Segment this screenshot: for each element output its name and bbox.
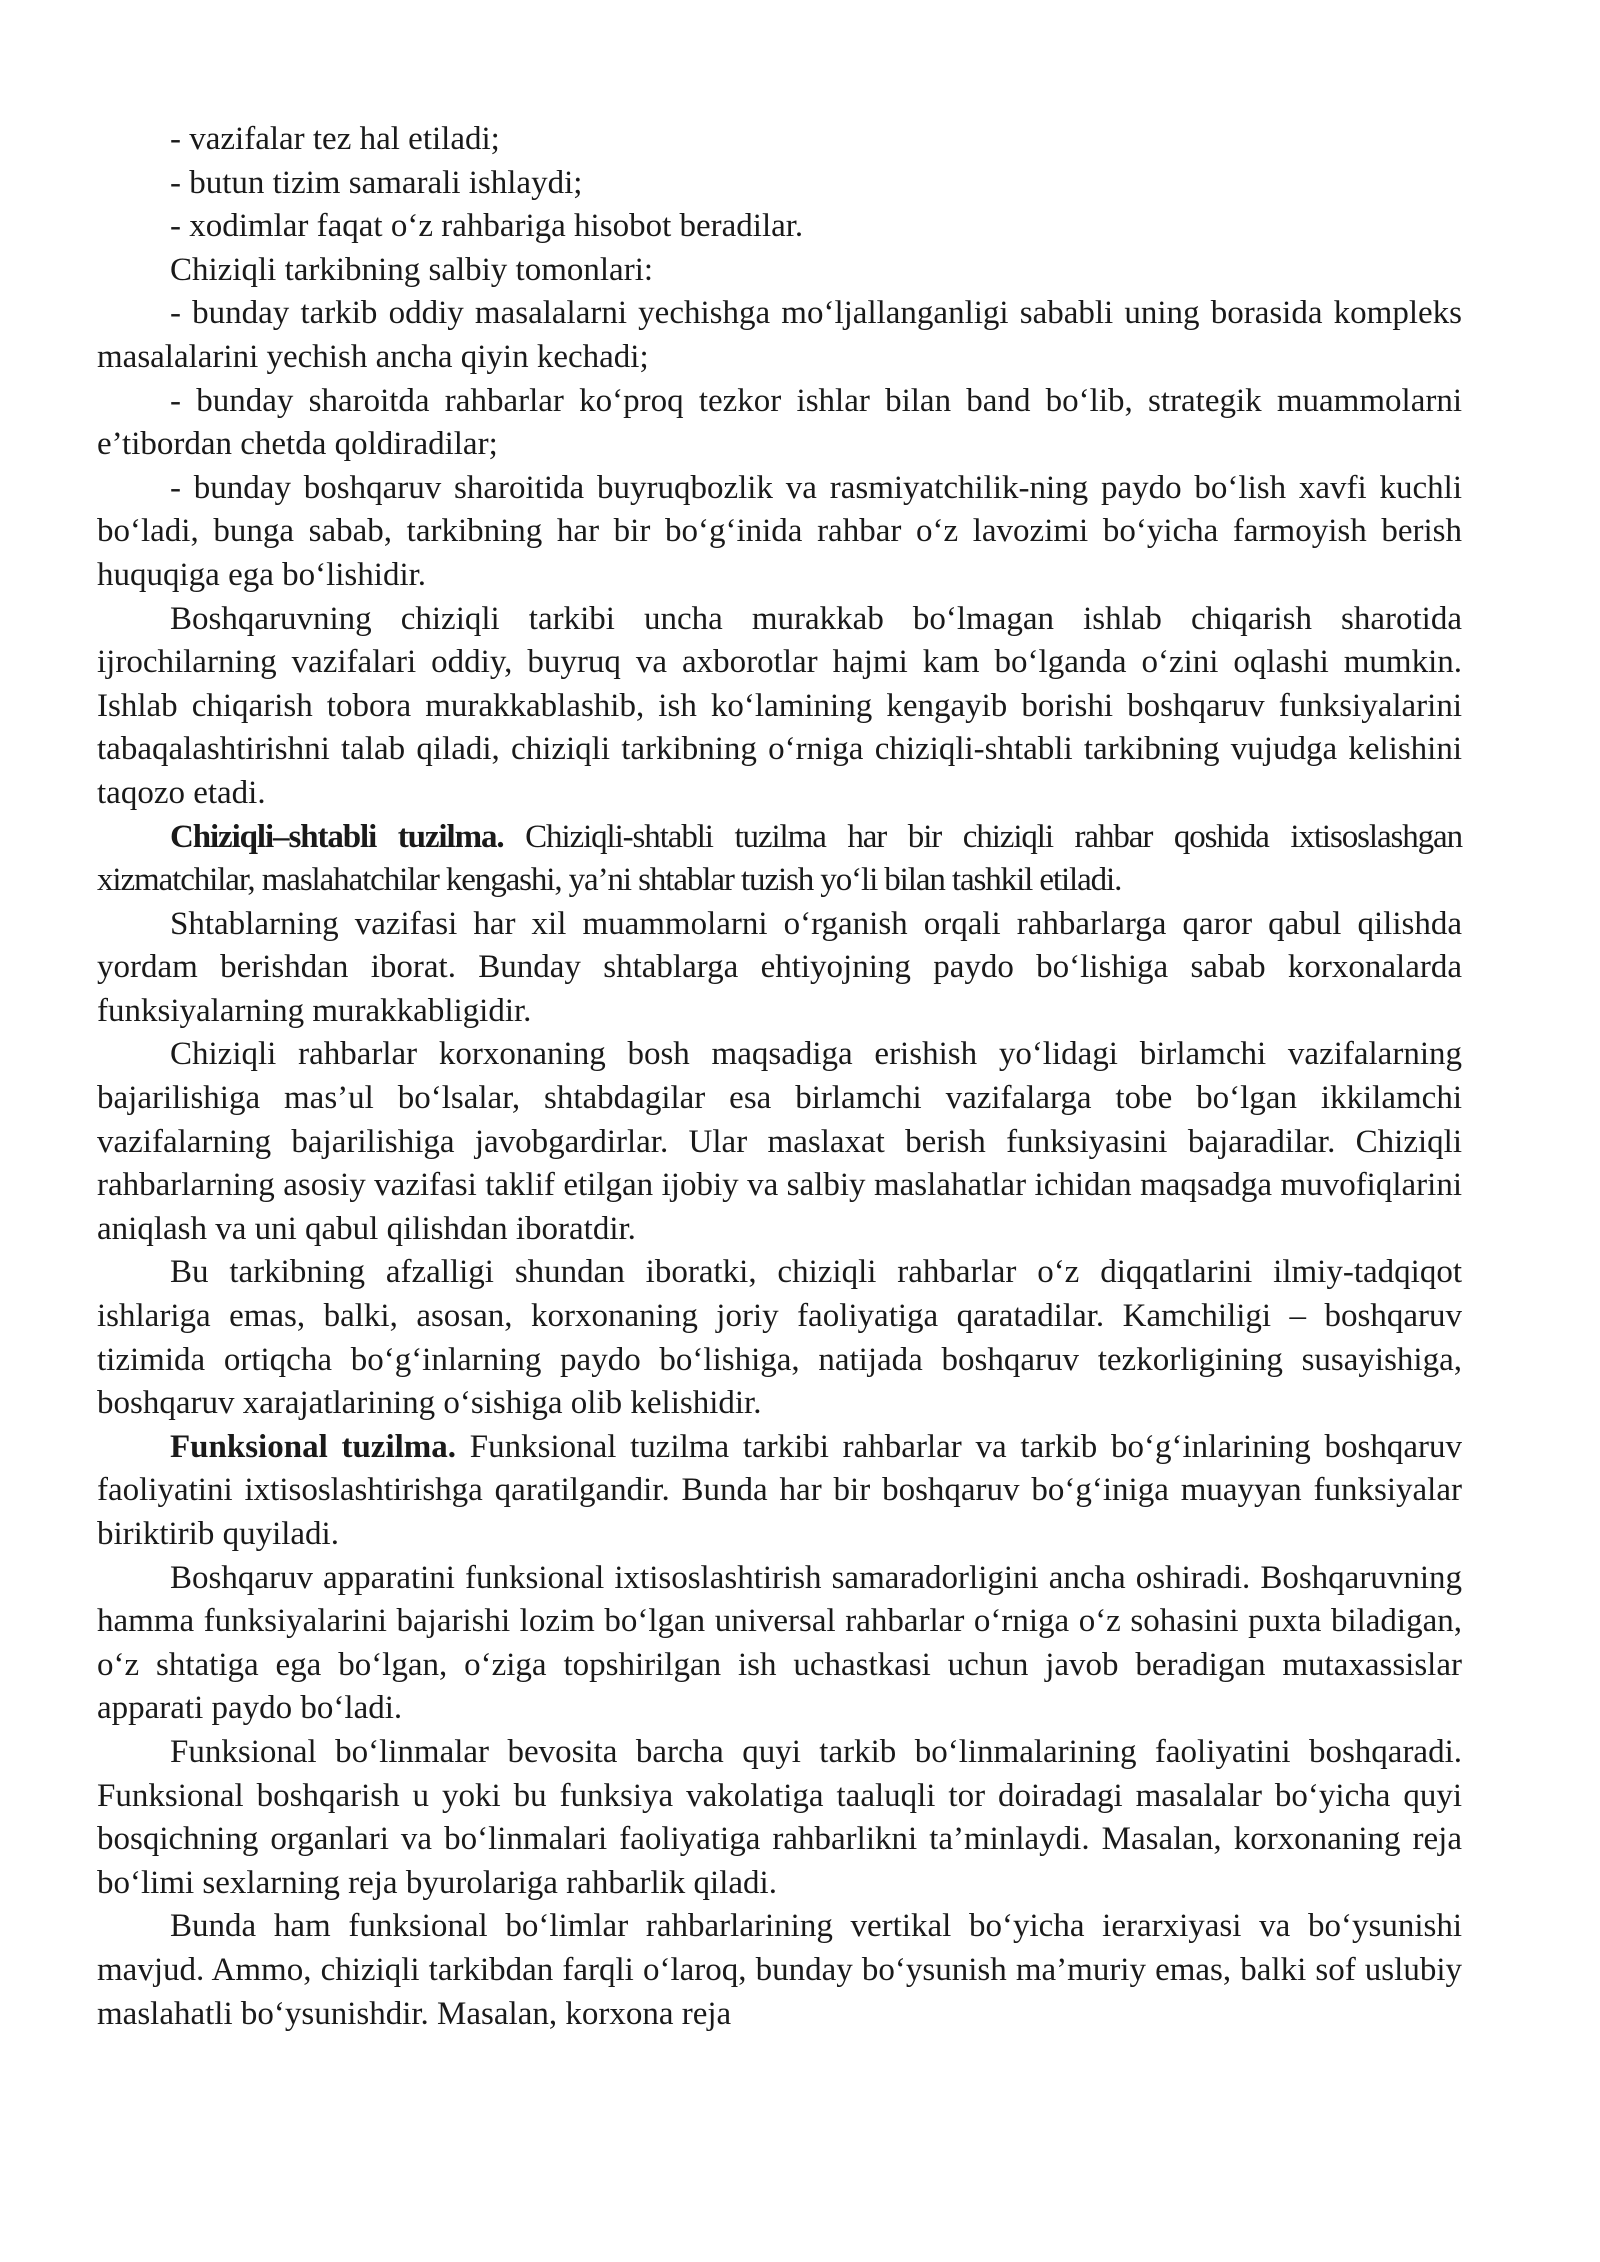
paragraph-text: Chiziqli-shtabli tuzilma har bir chiziqli rahbar qoshida ixtisoslashgan xizmatchilar, maslahatchilar kengashi, ya’ni shtablar tuzish yo‘li bilan tashkil etiladi. — [97, 818, 1462, 899]
paragraph: Shtablarning vazifasi har xil muammolarni o‘rganish orqali rahbarlarga qaror qabul qilishda yordam berishdan iborat. Bunday shtablarga ehtiyojning paydo bo‘lishiga sabab korxonalarda funksiyalarning murakkabligidir. — [97, 905, 1462, 1029]
paragraph-text: Funksional tuzilma tarkibi rahbarlar va tarkib bo‘g‘inlarining boshqaruv faoliyatini ixtisoslashtirishga qaratilgandir. Bunda har bir boshqaruv bo‘g‘iniga muayyan funksiyalar biriktirib quyiladi. — [97, 1428, 1462, 1552]
document-page — [97, 118, 1462, 2036]
paragraph: Boshqaruvning chiziqli tarkibi uncha murakkab bo‘lmagan ishlab chiqarish sharotida ijrochilarning vazifalari oddiy, buyruq va axborotlar hajmi kam bo‘lganda o‘zini oqlashi mumkin. Ishlab chiqarish tobora murakkablashib, ish ko‘lamining kengayib borishi boshqaruv funksiyalarini tabaqalashtirishni talab qiladi, chiziqli tarkibning o‘rniga chiziqli-shtabli tarkibning vujudga kelishini taqozo etadi. — [97, 600, 1462, 811]
list-item: - vazifalar tez hal etiladi; — [170, 121, 500, 157]
paragraph: Boshqaruv apparatini funksional ixtisoslashtirish samaradorligini ancha oshiradi. Boshqaruvning hamma funksiyalarini bajarishi lozim bo‘lgan universal rahbarlar o‘rniga o‘z sohasini puxta biladigan, o‘z shtatiga ega bo‘lgan, o‘ziga topshirilgan ish uchastkasi uchun javob beradigan mutaxassislar apparati paydo bo‘ladi. — [97, 1559, 1462, 1727]
paragraph: Bu tarkibning afzalligi shundan iboratki, chiziqli rahbarlar o‘z diqqatlarini ilmiy-tadqiqot ishlariga emas, balki, asosan, korxonaning joriy faoliyatiga qaratadilar. Kamchiligi – boshqaruv tizimida ortiqcha bo‘g‘inlarning paydo bo‘lishiga, natijada boshqaruv tezkorligining susayishiga, boshqaruv xarajatlarining o‘sishiga olib kelishidir. — [97, 1254, 1462, 1422]
paragraph: - bunday sharoitda rahbarlar ko‘proq tezkor ishlar bilan band bo‘lib, strategik muammolarni e’tibordan chetda qoldiradilar; — [97, 382, 1462, 463]
paragraph: Funksional bo‘linmalar bevosita barcha quyi tarkib bo‘linmalarining faoliyatini boshqaradi. Funksional boshqarish u yoki bu funksiya vakolatiga taaluqli tor doiradagi masalalar bo‘yicha quyi bosqichning organlari va bo‘linmalari faoliyatiga rahbarlikni ta’minlaydi. Masalan, korxonaning reja bo‘limi sexlarning reja byurolariga rahbarlik qiladi. — [97, 1733, 1462, 1901]
paragraph: Bunda ham funksional bo‘limlar rahbarlarining vertikal bo‘yicha ierarxiyasi va bo‘ysunishi mavjud. Ammo, chiziqli tarkibdan farqli o‘laroq, bunday bo‘ysunish ma’muriy emas, balki sof uslubiy maslahatli bo‘ysunishdir. Masalan, korxona reja — [97, 1908, 1462, 2032]
list-item: - xodimlar faqat o‘z rahbariga hisobot beradilar. — [170, 208, 804, 245]
paragraph-functional — [97, 1426, 1462, 1557]
section-heading: Chiziqli–shtabli tuzilma. — [170, 818, 504, 855]
section-heading: Funksional tuzilma. — [170, 1428, 457, 1465]
list-item: - butun tizim samarali ishlaydi; — [170, 164, 583, 201]
paragraph-shtab — [97, 816, 1462, 903]
paragraph: - bunday tarkib oddiy masalalarni yechishga mo‘ljallanganligi sababli uning borasida kompleks masalalarini yechish ancha qiyin kechadi; — [97, 295, 1462, 375]
paragraph: Chiziqli rahbarlar korxonaning bosh maqsadiga erishish yo‘lidagi birlamchi vazifalarning bajarilishiga mas’ul bo‘lsalar, shtabdagilar esa birlamchi vazifalarga tobe bo‘lgan ikkilamchi vazifalarning bajarilishiga javobgardirlar. Ular maslaxat berish funksiyasini bajaradilar. Chiziqli rahbarlarning asosiy vazifasi taklif etilgan ijobiy va salbiy maslahatlar ichidan maqsadga muvofiqlarini aniqlash va uni qabul qilishdan iboratdir. — [97, 1036, 1462, 1247]
paragraph: - bunday boshqaruv sharoitida buyruqbozlik va rasmiyatchilik-ning paydo bo‘lish xavfi kuchli bo‘ladi, bunga sabab, tarkibning har bir bo‘g‘inida rahbar o‘z lavozimi bo‘yicha farmoyish berish huquqiga ega bo‘lishidir. — [97, 469, 1462, 593]
section-lead: Chiziqli tarkibning salbiy tomonlari: — [170, 251, 654, 288]
